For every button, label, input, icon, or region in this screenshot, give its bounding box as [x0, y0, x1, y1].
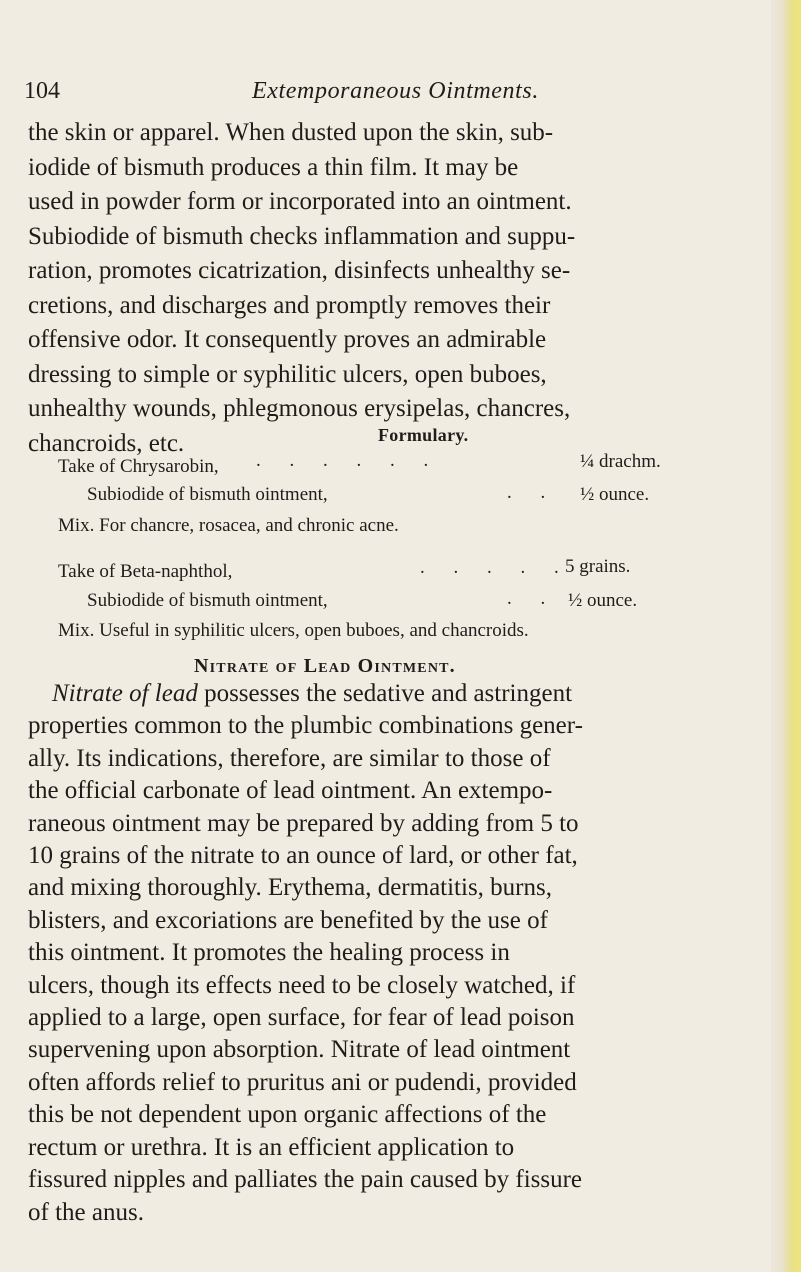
text-line: of the anus.: [28, 1198, 144, 1226]
text-line: and mixing thoroughly. Erythema, dermatitis, burns,: [28, 874, 552, 902]
text-line: unhealthy wounds, phlegmonous erysipelas, chancres,: [28, 395, 571, 422]
text-line: fissured nipples and palliates the pain caused by fissure: [28, 1166, 583, 1194]
text-line: the skin or apparel. When dusted upon the skin, sub-: [28, 119, 554, 146]
text-line: dressing to simple or syphilitic ulcers, open buboes,: [28, 360, 547, 388]
rx-2-line-1-label: Take of Beta-naphthol,: [58, 561, 233, 582]
page-number: 104: [24, 78, 60, 104]
leader-dots: . .: [507, 588, 558, 609]
page-edge-shading: [771, 0, 801, 1272]
leader-dots: . . . . .: [420, 557, 571, 578]
rx-2-line-1-qty: 5 grains.: [565, 556, 631, 577]
text-line: blisters, and excoriations are benefited by the use of: [28, 906, 548, 934]
text-line: ulcers, though its effects need to be closely watched, if: [28, 971, 576, 999]
paragraph-subiodide-bismuth: [28, 116, 733, 461]
rx-2-mix: Mix. Useful in syphilitic ulcers, open buboes, and chancroids.: [58, 620, 529, 641]
leader-dots: . . . . . .: [256, 450, 441, 471]
text-line: ally. Its indications, therefore, are similar to those of: [28, 744, 551, 772]
section-heading: Nitrate of Lead Ointment.: [194, 655, 456, 677]
rx-1-line-1-qty: ¼ drachm.: [580, 451, 661, 472]
formulary-title: Formulary.: [378, 425, 469, 445]
text-line: applied to a large, open surface, for fear of lead poison: [28, 1004, 575, 1032]
leader-dots: . .: [507, 482, 558, 503]
text-line: offensive odor. It consequently proves an admirable: [28, 326, 547, 353]
page-header: [24, 78, 724, 108]
text-line: this ointment. It promotes the healing process in: [28, 939, 510, 967]
text-line: often affords relief to pruritus ani or pudendi, provided: [28, 1068, 577, 1096]
text-line: supervening upon absorption. Nitrate of lead ointment: [28, 1036, 571, 1064]
text-line: the official carbonate of lead ointment. An extempo-: [28, 777, 553, 805]
text-line: this be not dependent upon organic affections of the: [28, 1101, 547, 1129]
rx-1-line-2-label: Subiodide of bismuth ointment,: [87, 484, 328, 505]
text-line: Subiodide of bismuth checks inflammation and suppu-: [28, 222, 576, 250]
rx-2-line-2-label: Subiodide of bismuth ointment,: [87, 590, 328, 611]
text-line: iodide of bismuth produces a thin film. It may be: [28, 153, 519, 181]
text-line: raneous ointment may be prepared by adding from 5 to: [28, 809, 579, 837]
text-line: properties common to the plumbic combinations gener-: [28, 712, 583, 740]
text-line: used in powder form or incorporated into an ointment.: [28, 188, 572, 215]
rx-1-line-2-qty: ½ ounce.: [580, 484, 650, 505]
text-line: cretions, and discharges and promptly removes their: [28, 291, 551, 319]
text-line: rectum or urethra. It is an efficient application to: [28, 1133, 515, 1161]
lead-term: Nitrate of lead: [52, 680, 198, 707]
text-line: ration, promotes cicatrization, disinfects unhealthy se-: [28, 257, 571, 284]
rx-2-line-2-qty: ½ ounce.: [568, 590, 638, 611]
running-head: Extemporaneous Ointments.: [252, 78, 539, 104]
rx-1-mix: Mix. For chancre, rosacea, and chronic acne.: [58, 515, 399, 536]
rx-1-line-1-label: Take of Chrysarobin,: [58, 456, 219, 477]
text-line: chancroids, etc.: [28, 429, 185, 457]
text-line: 10 grains of the nitrate to an ounce of lard, or other fat,: [28, 842, 578, 870]
text-line: possesses the sedative and astringent: [197, 680, 573, 707]
paragraph-nitrate-of-lead: [28, 678, 733, 1229]
